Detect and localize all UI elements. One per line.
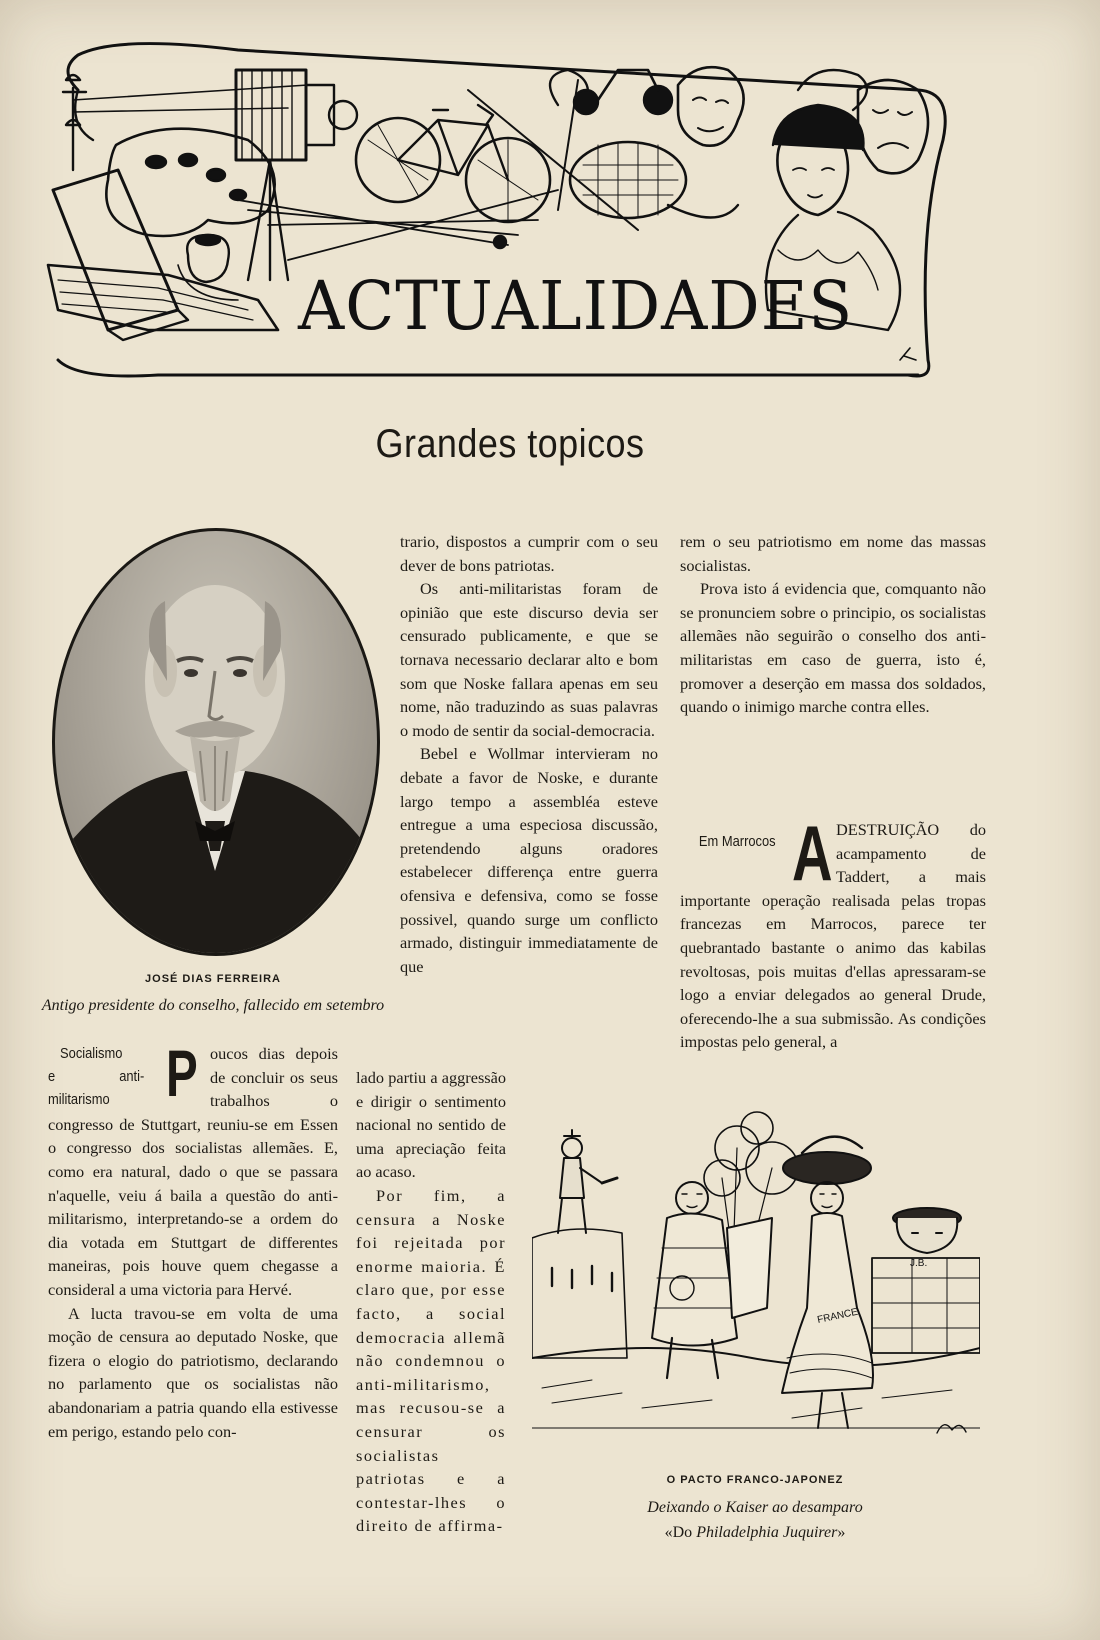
side-heading-em-marrocos: Em Marrocos <box>698 833 776 850</box>
side-heading-marrocos <box>680 818 792 853</box>
drop-cap-p: P <box>166 1036 198 1110</box>
paragraph: Bebel e Wollmar intervieram no debate a favor de Noske, e durante largo tempo a assembléa esteve entregue a uma especiosa discussão, pretendendo alguns oradores estabelecer differença entre guerra ofensiva e defensiva, como se fosse possivel, quando surge um conflicto armado, distinguir immediatamente de que <box>400 744 658 976</box>
article-marrocos <box>680 809 986 1054</box>
paragraph: oucos dias depois de concluir os seus trabalhos o congresso de Stuttgart, reuniu-se em Essen o congresso dos socialistas allemães. E, como era natural, dado o que se passara n'aquelle, veiu á baila a questão do anti-militarismo, interpretando-se a ordem do dia votada em Stuttgart de differentes maneiras, pois houve quem chegasse a consideral a uma victoria para Hervé. <box>48 1044 338 1299</box>
paragraph: Prova isto á evidencia que, comquanto não se pronunciem sobre o principio, os socialistas allemães não seguirão o conselho dos anti-militaristas em caso de guerra, isto é, promover a deserção em massa dos soldados, quando o inimigo marche contra elles. <box>680 579 986 717</box>
source-title: Philadelphia Juquirer <box>696 1524 838 1541</box>
paragraph: DESTRUIÇÃO do acampamento de Taddert, a mais importante operação realisada pelas tropas francezas em Marrocos, parece ter quebrantado bastante o animo das kabilas revoltosas, pois muitas d'ellas apressaram-se logo a enviar delegados ao general Drude, oferecendo-lhe a sua submissão. As condições impostas pelo general, a <box>680 820 986 1052</box>
portrait-caption-name: JOSÉ DIAS FERREIRA <box>145 973 281 985</box>
article-column-1 <box>48 1036 338 1443</box>
source-prefix: «Do <box>664 1524 697 1541</box>
portrait-photo <box>52 528 380 956</box>
side-heading-socialismo <box>48 1042 160 1111</box>
cartoon-label-france: FRANCE <box>816 1306 859 1326</box>
article-column-3 <box>680 530 986 719</box>
paragraph: A lucta travou-se em volta de uma moção de censura ao deputado Noske, que fizera o elogio do patriotismo, declarando no parlamento que os socialistas não abandonariam a patria quando ella estivesse em perigo, estando pelo con- <box>48 1303 338 1441</box>
cartoon-caption-name: O PACTO FRANCO-JAPONEZ <box>666 1474 844 1486</box>
cartoon-illustration <box>532 1108 980 1458</box>
paragraph: lado partiu a aggressão e dirigir o sentimento nacional no sentido de uma apreciação feita ao acaso. <box>356 1068 506 1182</box>
side-heading-line-1: Socialismo <box>60 1045 123 1062</box>
paragraph: Por fim, a censura a Noske foi rejeitada por enorme maioria. É claro que, por esse facto, a social democracia allemã não condemnou o anti-militarismo, mas recusou-se a censurar os socialistas patriotas e a contestar-lhes o direito de affirma- <box>356 1185 506 1536</box>
masthead-illustration <box>38 30 998 405</box>
paragraph: Os anti-militaristas foram de opinião que este discurso devia ser censurado publicamente, e que se tornava necessario declarar alto e bom som que Noske fallara apenas em seu nome, não traduzindo as suas palavras o modo de sentir da social-democracia. <box>400 579 658 740</box>
cartoon-caption-description: Deixando o Kaiser ao desamparo <box>647 1499 863 1516</box>
portrait-caption-description: Antigo presidente do conselho, fallecido em setembro <box>41 997 385 1014</box>
headline: Grandes topicos <box>375 422 645 466</box>
masthead-title: ACTUALIDADES <box>298 268 854 346</box>
paragraph: rem o seu patriotismo em nome das massas socialistas. <box>680 532 986 575</box>
paragraph: trario, dispostos a cumprir com o seu dever de bons patriotas. <box>400 532 658 575</box>
source-suffix: » <box>837 1524 846 1541</box>
article-column-2-narrow <box>356 1066 506 1538</box>
article-column-2 <box>400 530 658 978</box>
cartoon-caption-source <box>560 1521 950 1545</box>
cartoon-label-jb: J.B. <box>910 1258 928 1269</box>
side-heading-line-2: e anti-militarismo <box>48 1068 145 1108</box>
drop-cap-a: A <box>792 809 833 897</box>
